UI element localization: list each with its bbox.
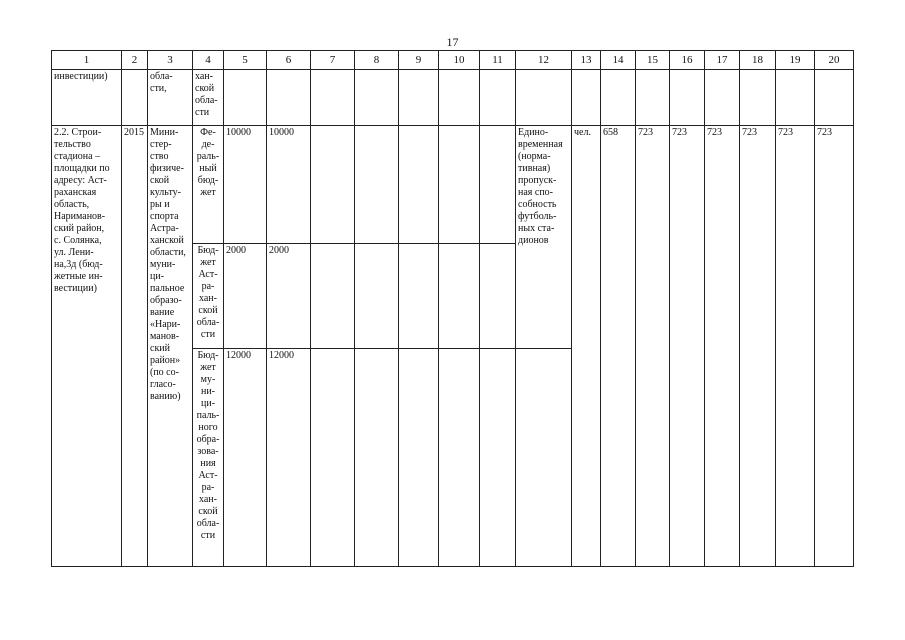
cont-cell-2: [122, 70, 148, 126]
column-header-row: [52, 51, 854, 70]
executor-cell: Мини- стер- ство физиче- ской культу- ры и спорта Астра- ханской области, муни- ци- пальное образо- вание «Нари- манов- ский район» (по со- гласо- ванию): [148, 126, 193, 567]
page-number: 17: [446, 35, 459, 49]
cont-cell-19: [776, 70, 815, 126]
municipal-col10-cell: [439, 349, 480, 567]
funding-row-federal: [52, 126, 854, 244]
col-header-10: 10: [439, 51, 480, 70]
col-header-7: 7: [311, 51, 355, 70]
cont-cell-8: [355, 70, 399, 126]
col-header-4: 4: [193, 51, 224, 70]
cont-cell-9: [399, 70, 439, 126]
cont-cell-17: [705, 70, 740, 126]
cont-cell-12: [516, 70, 572, 126]
col-header-13: 13: [572, 51, 601, 70]
col-header-20: 20: [815, 51, 854, 70]
cont-cell-10: [439, 70, 480, 126]
col-header-19: 19: [776, 51, 815, 70]
col-header-12: 12: [516, 51, 572, 70]
cont-cell-14: [601, 70, 636, 126]
municipal-col8-cell: [355, 349, 399, 567]
municipal-col6-cell: 12000: [267, 349, 311, 567]
cont-cell-11: [480, 70, 516, 126]
federal-col9-cell: [399, 126, 439, 244]
regional-col11-cell: [480, 244, 516, 349]
regional-col6-cell: 2000: [267, 244, 311, 349]
col-header-8: 8: [355, 51, 399, 70]
cont-cell-13: [572, 70, 601, 126]
value-col20-cell: 723: [815, 126, 854, 567]
regional-col8-cell: [355, 244, 399, 349]
regional-col5-cell: 2000: [224, 244, 267, 349]
source-municipal-cell: Бюд- жет му- ни- ци- паль- ного обра- зова- ния Аст- ра- хан- ской обла- сти: [193, 349, 224, 567]
col-header-16: 16: [670, 51, 705, 70]
col-header-3: 3: [148, 51, 193, 70]
col-header-5: 5: [224, 51, 267, 70]
col-header-6: 6: [267, 51, 311, 70]
regional-col7-cell: [311, 244, 355, 349]
continuation-row: [52, 70, 854, 126]
cont-cell-6: [267, 70, 311, 126]
cont-cell-7: [311, 70, 355, 126]
regional-col10-cell: [439, 244, 480, 349]
program-table: [51, 50, 854, 567]
col-header-1: 1: [52, 51, 122, 70]
municipal-col11-cell: [480, 349, 516, 567]
cont-cell-20: [815, 70, 854, 126]
indicator-name-cell: Едино- временная (норма- тивная) пропуск- ная спо- собность футболь- ных ста- дионов: [516, 126, 572, 349]
cont-cell-executor: обла- сти,: [148, 70, 193, 126]
cont-cell-5: [224, 70, 267, 126]
col-header-9: 9: [399, 51, 439, 70]
measure-name-cell: 2.2. Строи- тельство стадиона – площадки по адресу: Аст- раханская область, Нариманов- ский район, с. Солянка, ул. Лени- на,3д (бюд- жетные ин- вестиции): [52, 126, 122, 567]
cont-cell-15: [636, 70, 670, 126]
col-header-11: 11: [480, 51, 516, 70]
source-federal-cell: Фе- де- раль- ный бюд- жет: [193, 126, 224, 244]
col-header-14: 14: [601, 51, 636, 70]
federal-col5-cell: 10000: [224, 126, 267, 244]
col-header-15: 15: [636, 51, 670, 70]
col-header-17: 17: [705, 51, 740, 70]
federal-col6-cell: 10000: [267, 126, 311, 244]
col-header-2: 2: [122, 51, 148, 70]
col-header-18: 18: [740, 51, 776, 70]
federal-col8-cell: [355, 126, 399, 244]
municipal-col9-cell: [399, 349, 439, 567]
value-col19-cell: 723: [776, 126, 815, 567]
source-regional-cell: Бюд- жет Аст- ра- хан- ской обла- сти: [193, 244, 224, 349]
cont-cell-measure: инвестиции): [52, 70, 122, 126]
value-col14-cell: 658: [601, 126, 636, 567]
unit-cell: чел.: [572, 126, 601, 567]
federal-col7-cell: [311, 126, 355, 244]
municipal-col5-cell: 12000: [224, 349, 267, 567]
value-col16-cell: 723: [670, 126, 705, 567]
value-col15-cell: 723: [636, 126, 670, 567]
cont-cell-source: хан- ской обла- сти: [193, 70, 224, 126]
regional-col9-cell: [399, 244, 439, 349]
federal-col10-cell: [439, 126, 480, 244]
year-cell: 2015: [122, 126, 148, 567]
federal-col11-cell: [480, 126, 516, 244]
value-col18-cell: 723: [740, 126, 776, 567]
cont-cell-18: [740, 70, 776, 126]
municipal-col7-cell: [311, 349, 355, 567]
municipal-col12-cell: [516, 349, 572, 567]
value-col17-cell: 723: [705, 126, 740, 567]
cont-cell-16: [670, 70, 705, 126]
